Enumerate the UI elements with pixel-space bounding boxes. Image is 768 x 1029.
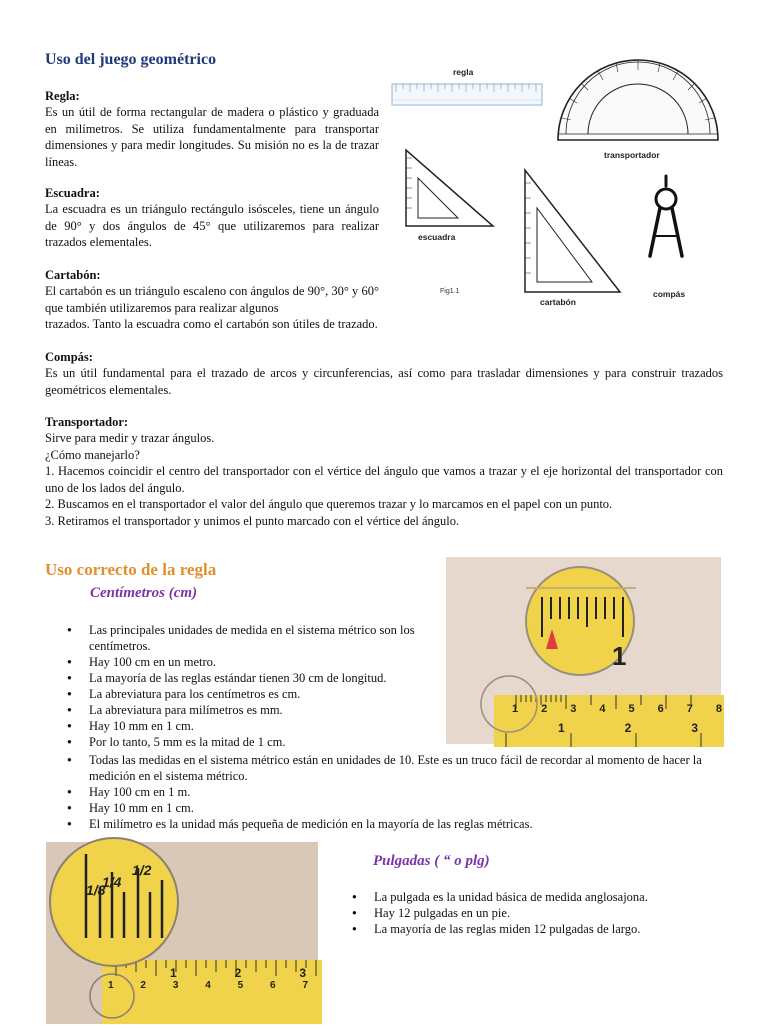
label-escuadra: escuadra <box>418 232 456 242</box>
inch-subtitle: Pulgadas ( “ o plg) <box>373 853 490 869</box>
inch-ruler-image <box>46 842 318 1024</box>
regla-block <box>45 88 379 170</box>
tick-label: 7 <box>686 703 693 715</box>
list-item: ● Hay 10 mm en 1 cm. <box>45 800 725 816</box>
inch-ruler-drawing <box>46 842 318 1024</box>
list-item: ● La mayoría de las reglas estándar tienen 30 cm de longitud. <box>45 670 439 686</box>
label-cartabon: cartabón <box>540 297 576 307</box>
list-item: ● La abreviatura para los centímetros es cm. <box>45 686 439 702</box>
ruler-section-title: Uso correcto de la regla <box>45 560 217 579</box>
fraction-label: 1/2 <box>132 862 152 878</box>
tick-label: 6 <box>270 980 276 991</box>
tick-label: 3 <box>299 966 306 980</box>
cm-ruler-drawing <box>446 557 721 744</box>
escuadra-text: La escuadra es un triángulo rectángulo isósceles, tiene un ángulo de 90° y dos ángulos de 45° que utilizaremos para realizar trazados elementales. <box>45 202 379 249</box>
tick-label: 4 <box>205 980 211 991</box>
list-item: ● El milímetro es la unidad más pequeña de medición en la mayoría de las reglas métricas. <box>45 816 725 832</box>
tick-label: 8 <box>715 703 722 715</box>
escuadra-drawing <box>406 150 493 226</box>
fraction-label: 1/8 <box>86 882 106 898</box>
zoom-number: 1 <box>612 641 627 671</box>
cartabon-heading: Cartabón: <box>45 268 101 282</box>
list-item: ● Hay 100 cm en 1 m. <box>45 784 725 800</box>
regla-heading: Regla: <box>45 89 80 103</box>
tick-label: 1 <box>108 980 114 991</box>
protractor-drawing <box>558 60 718 140</box>
tick-label: 3 <box>691 721 698 735</box>
cm-list-a <box>45 622 439 750</box>
transportador-line2: ¿Cómo manejarlo? <box>45 447 140 462</box>
list-item: ● Por lo tanto, 5 mm es la mitad de 1 cm. <box>45 734 439 750</box>
tick-label: 1 <box>512 703 519 715</box>
tick-label: 1 <box>558 721 565 735</box>
cm-bottom-numbers <box>558 721 698 735</box>
compas-block <box>45 349 723 398</box>
list-item: ● Hay 12 pulgadas en un pie. <box>330 905 725 921</box>
cm-ruler-image <box>446 557 721 744</box>
tick-label: 6 <box>657 703 664 715</box>
list-item: ● La pulgada es la unidad básica de medida anglosajona. <box>330 889 725 905</box>
tick-label: 2 <box>140 980 146 991</box>
cartabon-block <box>45 267 379 316</box>
list-item: ● La mayoría de las reglas miden 12 pulgadas de largo. <box>330 921 725 937</box>
transportador-heading: Transportador: <box>45 415 129 429</box>
tick-label: 4 <box>599 703 606 715</box>
compas-drawing <box>650 176 682 256</box>
escuadra-heading: Escuadra: <box>45 186 100 200</box>
list-item: ● Las principales unidades de medida en el sistema métrico son los centímetros. <box>45 622 439 654</box>
tick-label: 2 <box>234 966 242 980</box>
transportador-step1: 1. Hacemos coincidir el centro del transportador con el vértice del ángulo que vamos a trazar y el eje horizontal del transportador con uno de los lados del ángulo. <box>45 464 723 495</box>
ruler-drawing <box>392 84 542 105</box>
inch-bottom-numbers <box>170 966 306 980</box>
inch-list <box>330 889 725 937</box>
fraction-label: 1/4 <box>102 874 122 890</box>
tick-label: 1 <box>170 966 177 980</box>
geometric-tools-figure <box>388 48 728 310</box>
compas-heading: Compás: <box>45 350 93 364</box>
figure-caption: Fig1.1 <box>440 288 460 295</box>
compas-text: Es un útil fundamental para el trazado de arcos y circunferencias, así como para trasladar dimensiones y para construir trazados geométricos elementales. <box>45 366 723 397</box>
regla-text: Es un útil de forma rectangular de madera o plástico y graduada en milímetros. Se utiliza fundamentalmente para transportar dimensiones y para medir longitudes. Su misión no es la de trazar líneas. <box>45 105 379 169</box>
cartabon-text: El cartabón es un triángulo escaleno con ángulos de 90°, 30° y 60° que también utilizaremos para realizar algunos <box>45 284 379 315</box>
label-transportador: transportador <box>604 150 660 160</box>
cartabon-text-cont: trazados. Tanto la escuadra como el cartabón son útiles de trazado. <box>45 317 378 331</box>
list-item: ● La abreviatura para milímetros es mm. <box>45 702 439 718</box>
list-item: ● Hay 10 mm en 1 cm. <box>45 718 439 734</box>
inch-top-numbers <box>108 980 308 991</box>
section-title: Uso del juego geométrico <box>45 51 217 68</box>
list-item: ● Todas las medidas en el sistema métrico están en unidades de 10. Este es un truco fácil de recordar al momento de hacer la medición en el sistema métrico. <box>45 752 725 784</box>
label-compas: compás <box>653 289 686 299</box>
list-item: ● Hay 100 cm en un metro. <box>45 654 439 670</box>
tick-label: 5 <box>628 703 635 715</box>
cartabon-drawing <box>525 170 620 292</box>
tick-label: 7 <box>302 980 308 991</box>
tick-label: 3 <box>172 980 179 991</box>
label-regla: regla <box>453 67 474 77</box>
cm-subtitle: Centímetros (cm) <box>90 585 198 601</box>
cm-top-numbers <box>512 703 722 715</box>
cm-list-b <box>45 752 725 832</box>
tick-label: 5 <box>237 980 244 991</box>
tools-drawing <box>388 48 728 310</box>
tick-label: 2 <box>541 703 548 715</box>
escuadra-block <box>45 185 379 251</box>
transportador-block <box>45 414 723 529</box>
transportador-step2: 2. Buscamos en el transportador el valor del ángulo que queremos trazar y lo marcamos en el papel con un punto. <box>45 497 613 511</box>
tick-label: 2 <box>624 721 632 735</box>
transportador-line1: Sirve para medir y trazar ángulos. <box>45 431 215 445</box>
tick-label: 3 <box>570 703 577 715</box>
transportador-step3: 3. Retiramos el transportador y unimos el punto marcado con el vértice del ángulo. <box>45 513 460 528</box>
